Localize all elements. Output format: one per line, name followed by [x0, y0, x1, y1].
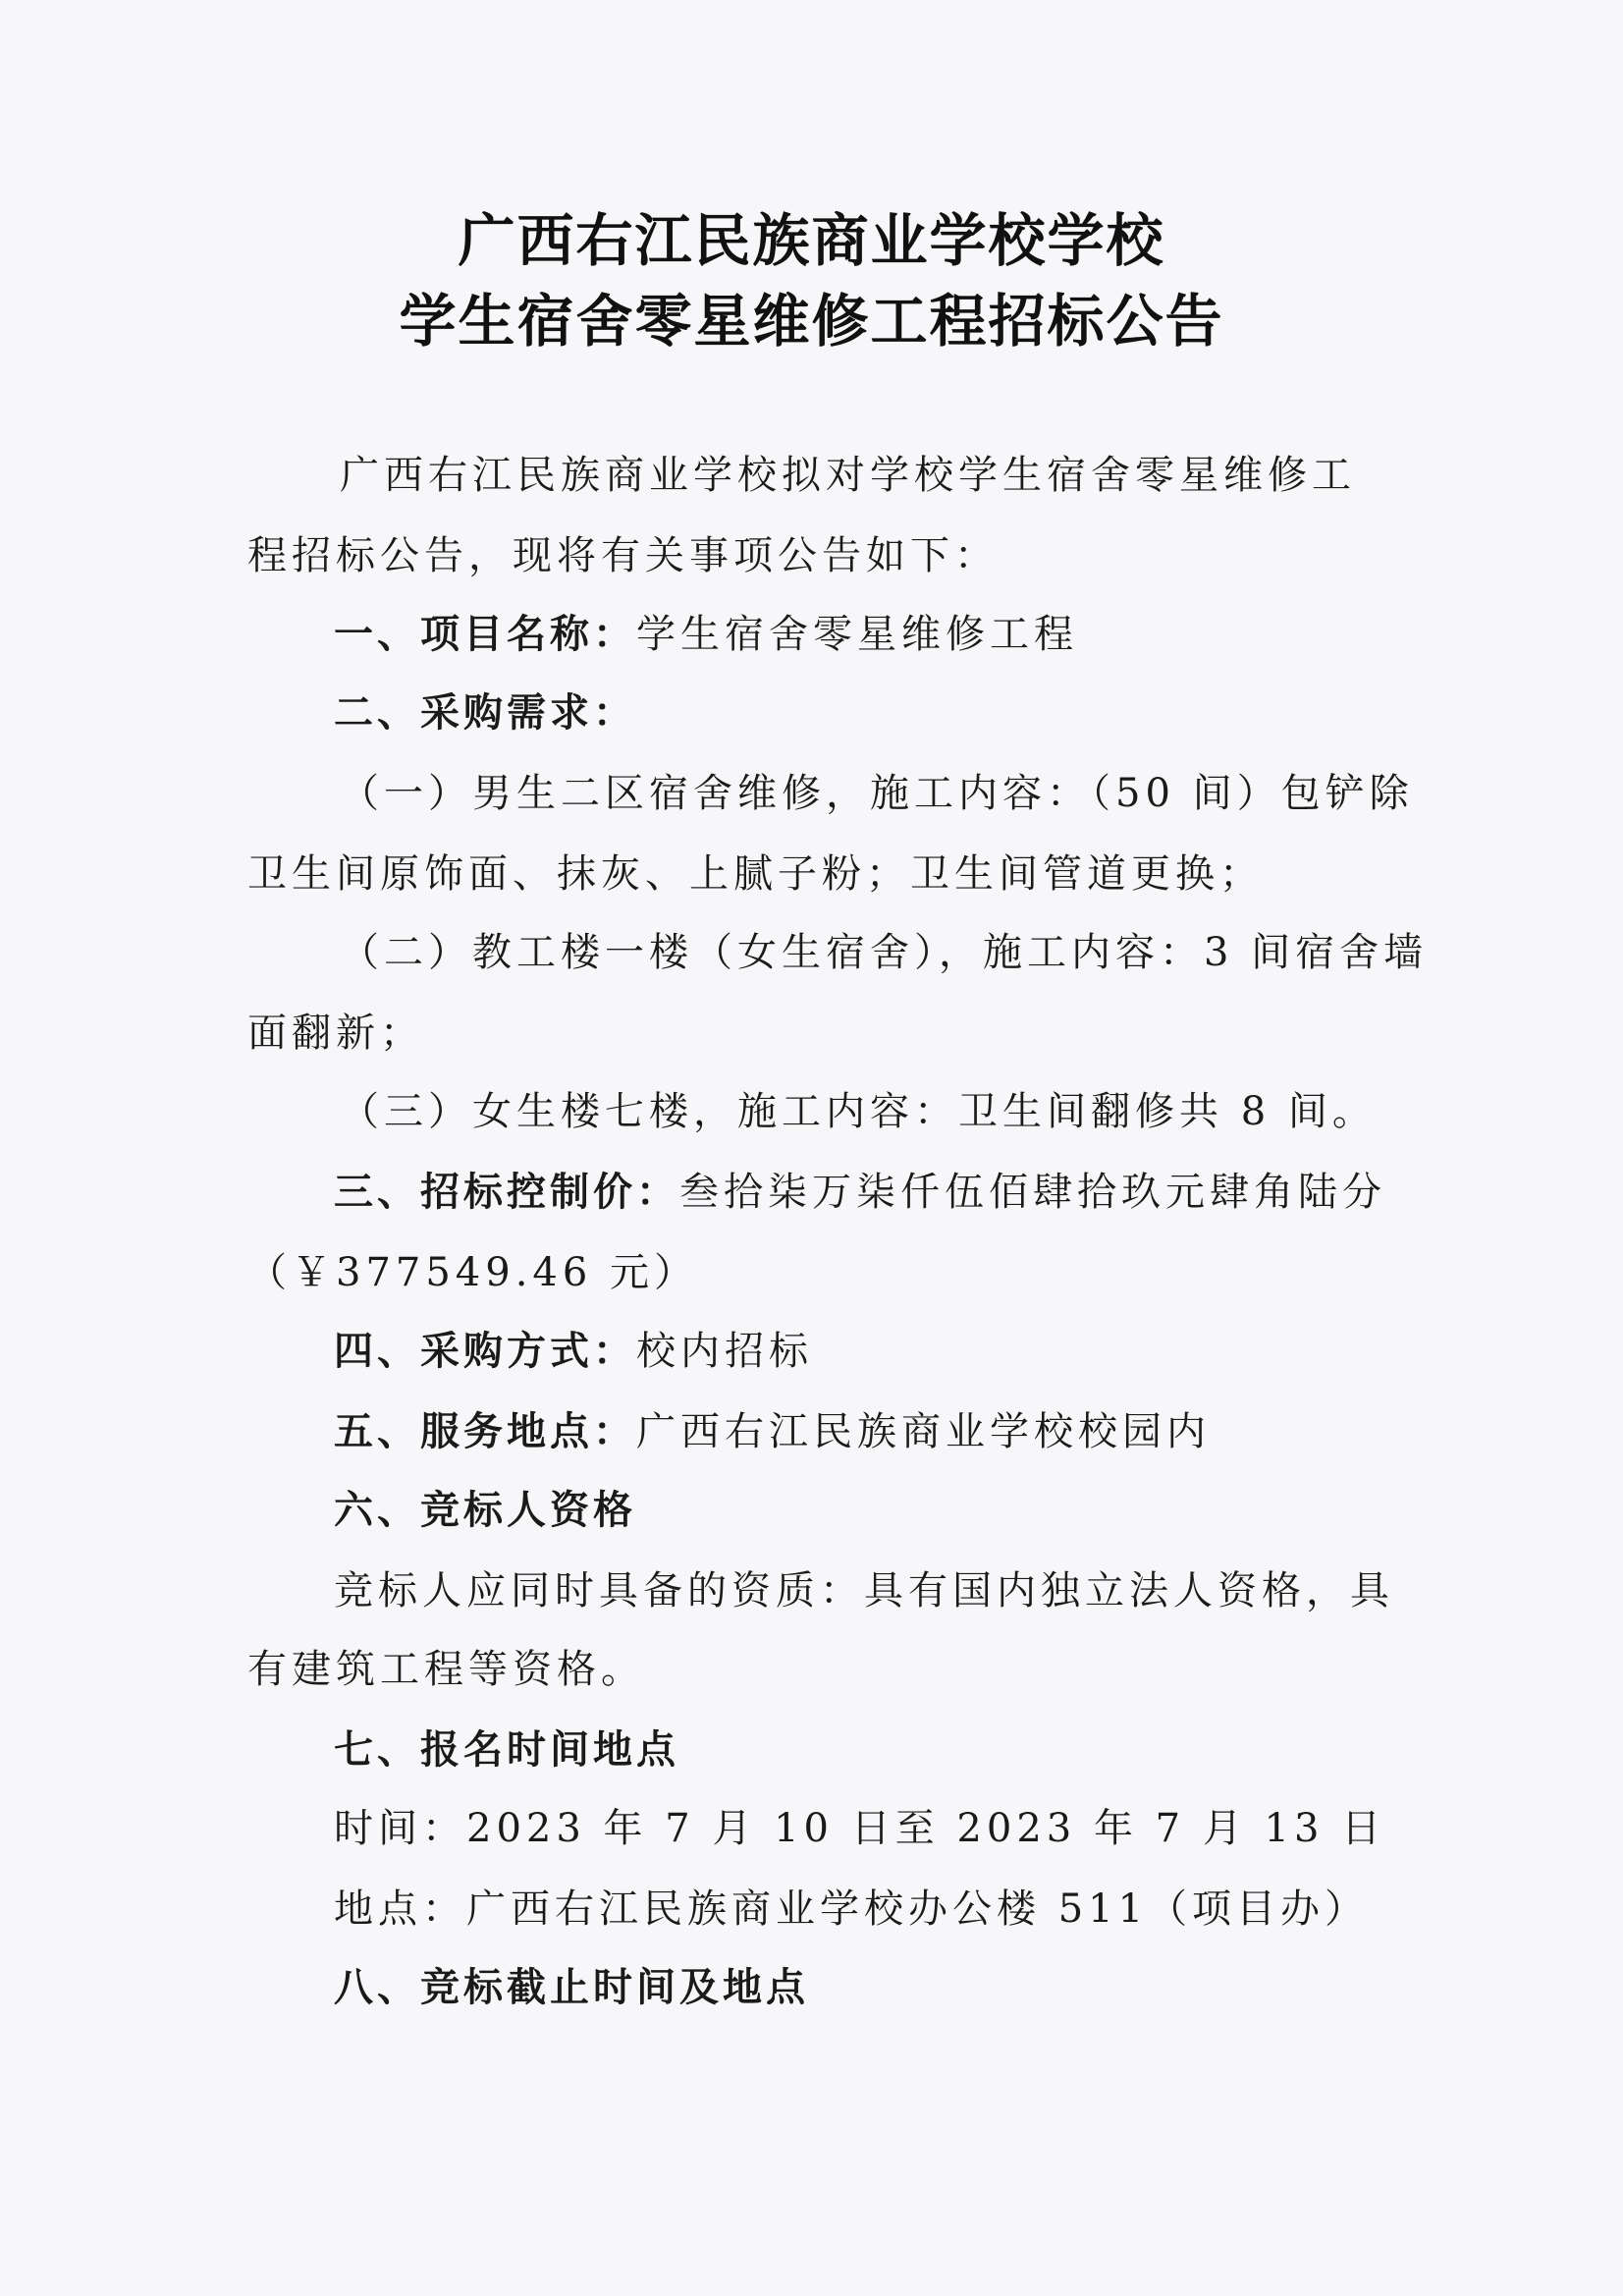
section-7-place: 地点：广西右江民族商业学校办公楼 511（项目办）	[334, 1886, 1370, 1932]
section-7-time: 时间：2023 年 7 月 10 日至 2023 年 7 月 13 日	[334, 1806, 1386, 1851]
section-4-heading: 四、采购方式：	[334, 1329, 636, 1374]
intro-line-1: 广西右江民族商业学校拟对学校学生宿舍零星维修工	[340, 453, 1356, 498]
section-4-text: 校内招标	[636, 1329, 813, 1374]
section-2-heading: 二、采购需求：	[334, 690, 636, 736]
section-6-line-2: 有建筑工程等资格。	[247, 1647, 645, 1692]
section-2-item-1-line-1: （一）男生二区宿舍维修，施工内容：（50 间）包铲除	[340, 771, 1414, 816]
section-4	[334, 1329, 813, 1374]
section-1-heading: 一、项目名称：	[334, 612, 636, 657]
section-3-heading: 三、招标控制价：	[334, 1170, 679, 1215]
section-6-line-1: 竞标人应同时具备的资质：具有国内独立法人资格，具	[334, 1568, 1394, 1613]
title-line-2: 学生宿舍零星维修工程招标公告	[399, 288, 1224, 355]
section-8-heading: 八、竞标截止时间及地点	[334, 1965, 809, 2010]
intro-line-2: 程招标公告，现将有关事项公告如下：	[247, 533, 999, 578]
section-2-item-2-line-2: 面翻新；	[247, 1011, 424, 1056]
section-5-text: 广西右江民族商业学校校园内	[636, 1409, 1211, 1454]
title-line-1: 广西右江民族商业学校学校	[458, 207, 1165, 274]
section-5	[334, 1409, 1211, 1454]
section-7-heading: 七、报名时间地点	[334, 1727, 679, 1773]
section-1	[334, 612, 1078, 657]
section-3-text-2: （￥377549.46 元）	[247, 1250, 699, 1295]
section-6-heading: 六、竞标人资格	[334, 1488, 636, 1533]
section-2-item-1-line-2: 卫生间原饰面、抹灰、上腻子粉；卫生间管道更换；	[247, 851, 1264, 897]
section-3-text: 叁拾柒万柒仟伍佰肆拾玖元肆角陆分	[679, 1170, 1386, 1215]
section-2-item-3: （三）女生楼七楼，施工内容：卫生间翻修共 8 间。	[340, 1089, 1377, 1134]
section-1-text: 学生宿舍零星维修工程	[636, 612, 1078, 657]
section-2-item-2-line-1: （二）教工楼一楼（女生宿舍），施工内容：3 间宿舍墙	[340, 930, 1429, 975]
section-5-heading: 五、服务地点：	[334, 1409, 636, 1454]
section-3	[334, 1170, 1386, 1215]
